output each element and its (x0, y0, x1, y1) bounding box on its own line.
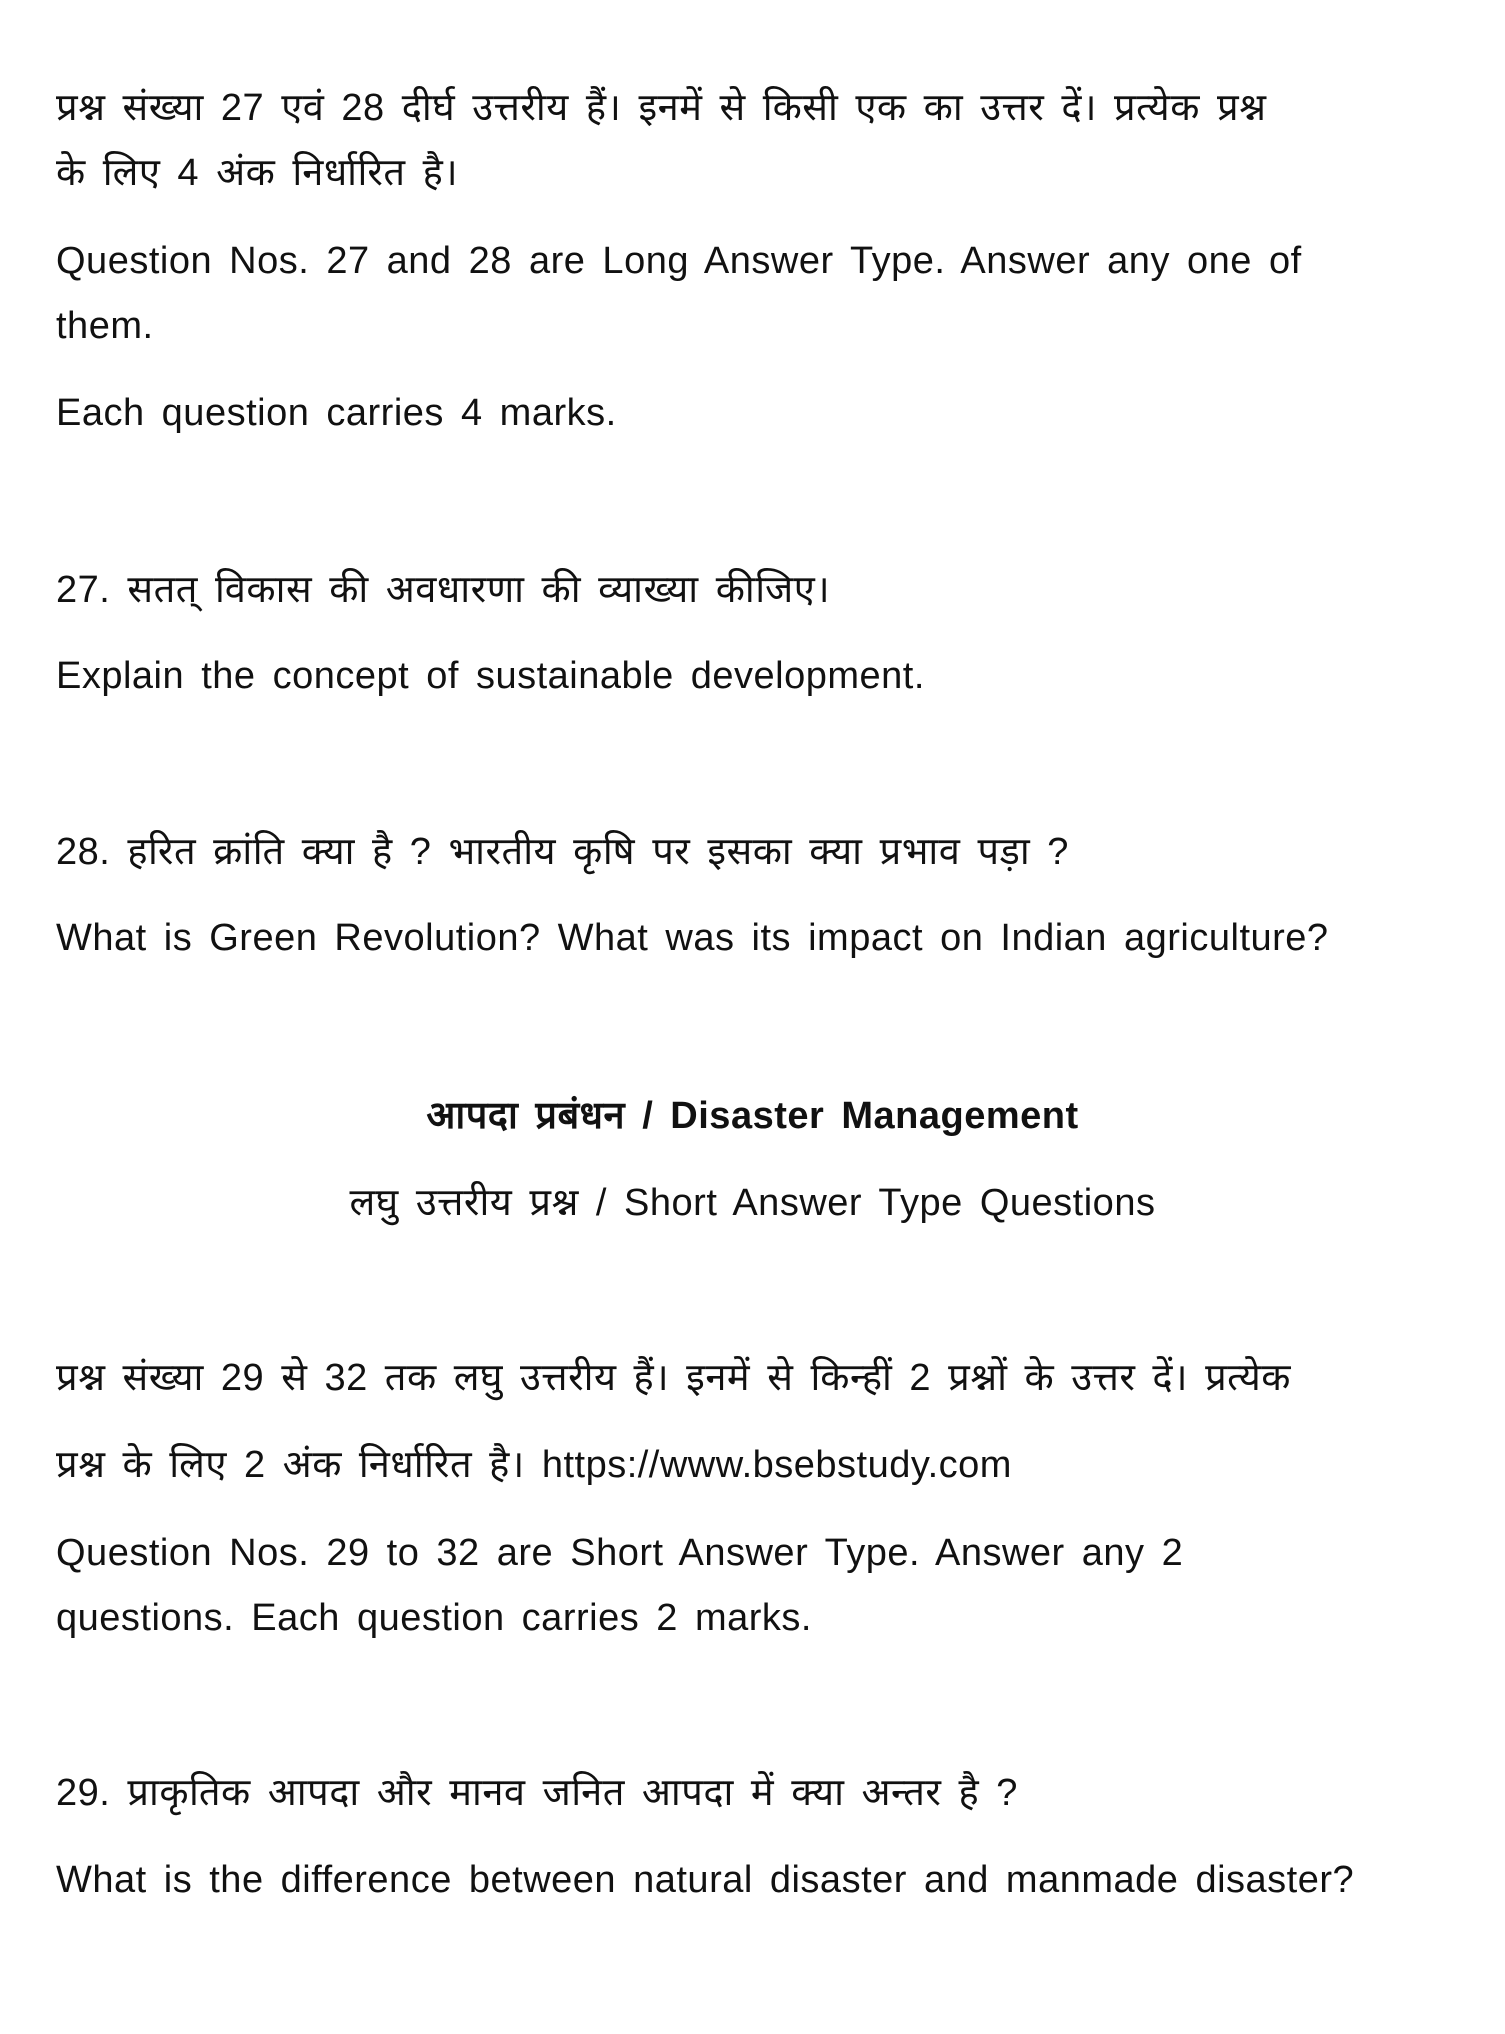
instruction-english-line-1: Question Nos. 27 and 28 are Long Answer Type. Answer any one of (56, 240, 1302, 282)
section-subtitle: लघु उत्तरीय प्रश्न / Short Answer Type Questions (349, 1182, 1156, 1224)
question-28-hindi: 28. हरित क्रांति क्या है ? भारतीय कृषि पर इसका क्या प्रभाव पड़ा ? (56, 831, 1069, 873)
question-27-english: Explain the concept of sustainable development. (56, 655, 925, 697)
instruction2-hindi-line-1: प्रश्न संख्या 29 से 32 तक लघु उत्तरीय हैं। इनमें से किन्हीं 2 प्रश्नों के उत्तर दें। प्रत्येक (56, 1357, 1291, 1399)
instruction-hindi-line-2: के लिए 4 अंक निर्धारित है। (56, 152, 459, 194)
question-29-hindi: 29. प्राकृतिक आपदा और मानव जनित आपदा में क्या अन्तर है ? (56, 1772, 1018, 1814)
question-28-english: What is Green Revolution? What was its impact on Indian agriculture? (56, 917, 1329, 959)
instruction-hindi-line-1: प्रश्न संख्या 27 एवं 28 दीर्घ उत्तरीय हैं। इनमें से किसी एक का उत्तर दें। प्रत्येक प्रश्न (56, 87, 1267, 129)
instruction2-english-line-2: questions. Each question carries 2 marks. (56, 1597, 812, 1639)
instruction2-hindi-line-2: प्रश्न के लिए 2 अंक निर्धारित है। https://www.bsebstudy.com (56, 1444, 1012, 1486)
instruction-english-line-2: them. (56, 305, 154, 347)
instruction-english-line-3: Each question carries 4 marks. (56, 392, 617, 434)
section-title: आपदा प्रबंधन / Disaster Management (426, 1095, 1079, 1137)
question-27-hindi: 27. सतत् विकास की अवधारणा की व्याख्या कीजिए। (56, 569, 831, 611)
instruction2-english-line-1: Question Nos. 29 to 32 are Short Answer Type. Answer any 2 (56, 1532, 1184, 1574)
question-29-english: What is the difference between natural disaster and manmade disaster? (56, 1859, 1355, 1901)
